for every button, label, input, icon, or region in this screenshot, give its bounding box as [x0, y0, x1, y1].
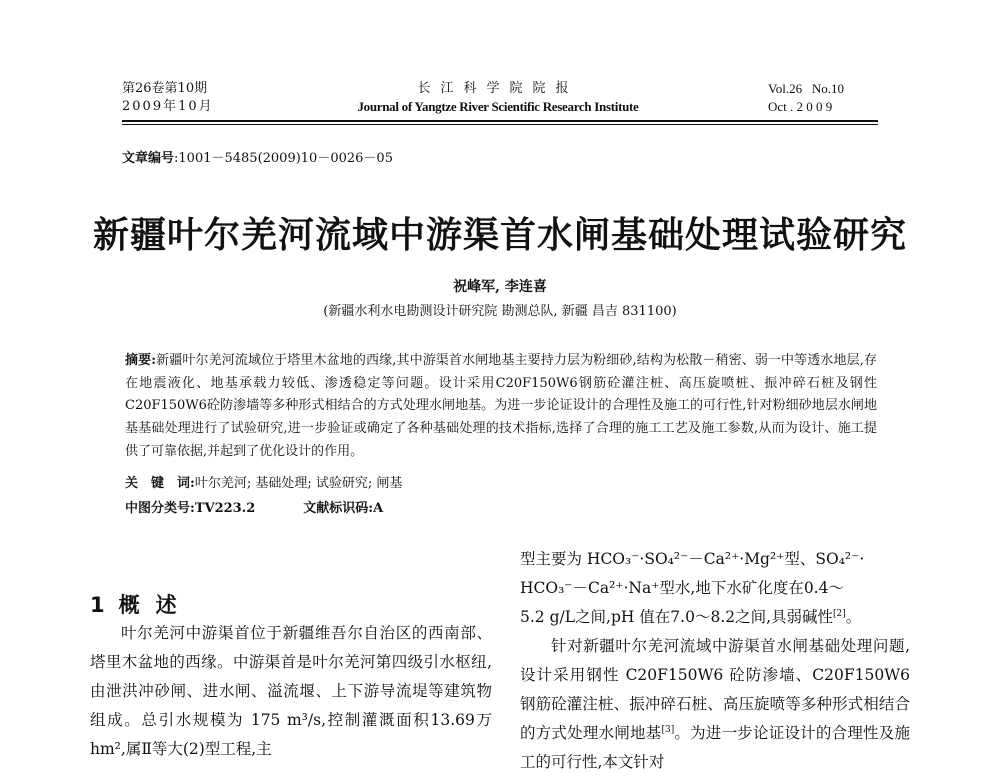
doc-code-value: A	[373, 501, 384, 516]
header-journal	[340, 80, 656, 116]
body-paragraph: 叶尔羌河中游渠首位于新疆维吾尔自治区的西南部、塔里木盆地的西缘。中游渠首是叶尔羌河第四级引水枢纽,由泄洪冲砂闸、进水闸、溢流堰、上下游导流堤等建筑物组成。总引水规模为 175 m³/s,控制灌溉面积13.69万 hm²,属Ⅱ等大(2)型工程,主	[90, 624, 492, 758]
citation-ref: [2]	[833, 608, 846, 619]
affiliation: (新疆水利水电勘测设计研究院 勘测总队, 新疆 昌吉 831100)	[323, 304, 677, 319]
clc-value: TV223.2	[194, 501, 256, 516]
sentence-end: 。	[845, 608, 862, 626]
article-number-label: 文章编号	[122, 151, 175, 166]
authors: 祝峰军, 李连喜	[453, 279, 547, 295]
right-column	[520, 545, 910, 777]
journal-name-zh: 长江科学院院报	[417, 81, 579, 96]
header-volume-issue	[122, 80, 214, 116]
keywords	[125, 472, 402, 491]
hydrochem-line-1: 型主要为 HCO₃⁻·SO₄²⁻－Ca²⁺·Mg²⁺型、SO₄²⁻·	[520, 550, 865, 568]
section-title: 概述	[118, 592, 193, 617]
keywords-text: 叶尔羌河; 基础处理; 试验研究; 闸基	[194, 476, 403, 491]
body-paragraph-2	[520, 632, 910, 777]
left-column	[90, 619, 492, 764]
header-date-zh: 2009年10月	[122, 99, 214, 114]
hydrochem-line-3	[520, 603, 910, 632]
classification	[125, 497, 383, 516]
header-vol-en: Vol.26 No.10	[768, 81, 844, 96]
paragraph-text: 针对新疆叶尔羌河流域中游渠首水闸基础处理问题,设计采用钢性 C20F150W6 砼防渗墙、C20F150W6钢筋砼灌注桩、振冲碎石桩、高压旋喷等多种形式相结合的方式处理水闸地基	[520, 637, 910, 742]
header-volume: 第26卷第10期	[122, 81, 208, 96]
abstract	[125, 350, 877, 464]
journal-name-en: Journal of Yangtze River Scientific Research Institute	[357, 99, 639, 114]
header-date-en: Oct . 2 0 0 9	[768, 99, 833, 114]
header-rule-thin	[122, 124, 878, 125]
header-rule	[122, 120, 878, 122]
abstract-text: 新疆叶尔羌河流域位于塔里木盆地的西缘,其中游渠首水闸地基主要持力层为粉细砂,结构为松散－稍密、弱一中等透水地层,存在地震液化、地基承载力较低、渗透稳定等问题。设计采用C20F150W6钢筋砼灌注桩、高压旋喷桩、振冲碎石桩及钢性C20F150W6砼防渗墙等多种形式相结合的方式处理水闸地基。为进一步论证设计的合理性及施工的可行性,针对粉细砂地层水闸地基基础处理进行了试验研究,进一步验证或确定了各种基础处理的技术指标,选择了合理的施工工艺及施工参数,从而为设计、施工提供了可靠依据,并起到了优化设计的作用。	[125, 353, 877, 459]
abstract-label: 摘要:	[125, 353, 157, 368]
paragraph-tail: 。为进一步论证设计的合理性及施工的可行性,本文针对	[520, 724, 910, 771]
hydrochem-text: 5.2 g/L之间,pH 值在7.0～8.2之间,具弱碱性	[520, 608, 834, 626]
header-vol-no	[768, 80, 844, 116]
section-heading	[90, 589, 193, 619]
article-number	[122, 147, 393, 166]
keywords-label: 关 键 词:	[125, 476, 195, 491]
section-number: 1	[90, 593, 105, 617]
hydrochem-line-2: HCO₃⁻－Ca²⁺·Na⁺型水,地下水矿化度在0.4～	[520, 579, 844, 597]
citation-ref: [3]	[661, 724, 675, 735]
doc-code-label: 文献标识码:	[303, 501, 374, 516]
clc-label: 中图分类号:	[125, 501, 195, 516]
paper-title: 新疆叶尔羌河流域中游渠首水闸基础处理试验研究	[92, 214, 907, 256]
article-number-value: :1001－5485(2009)10－0026－05	[174, 151, 393, 166]
